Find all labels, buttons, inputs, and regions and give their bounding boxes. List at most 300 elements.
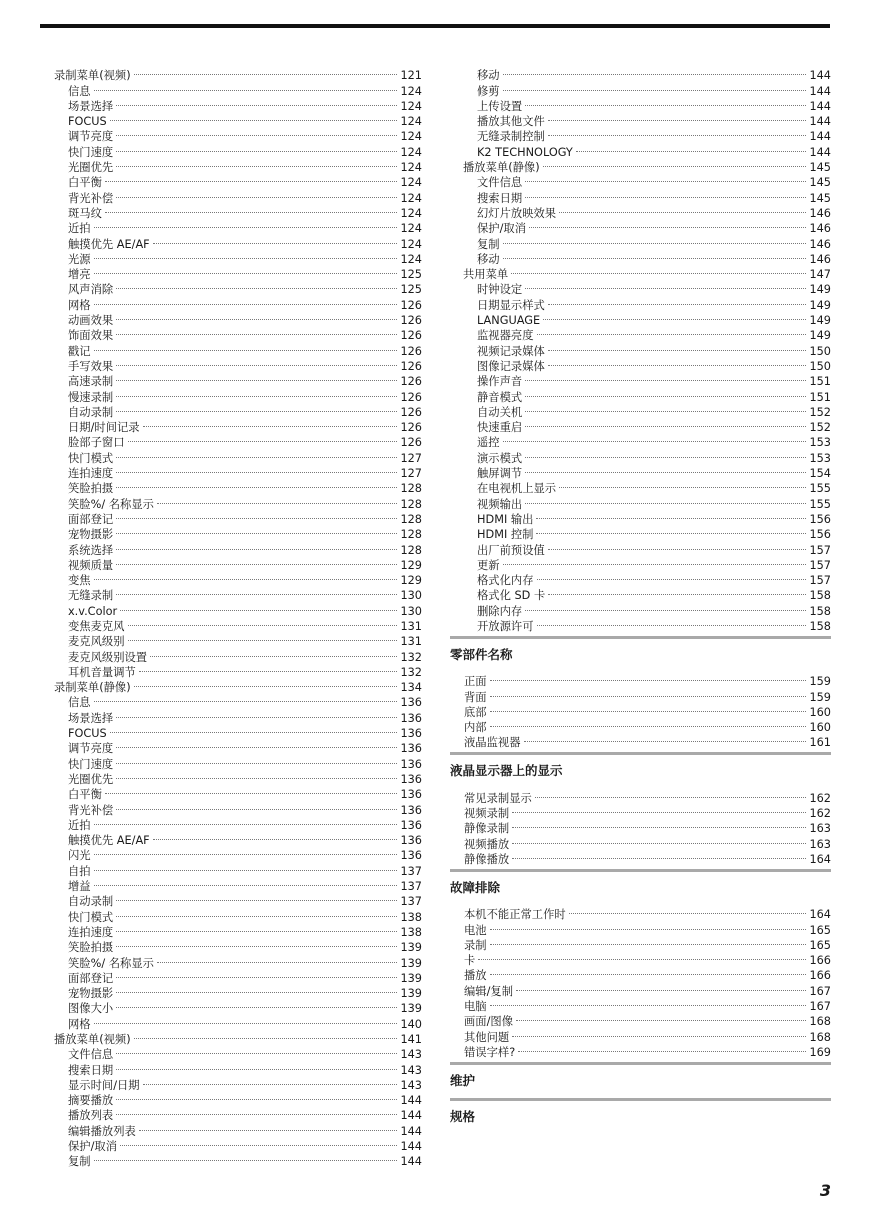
dot-leader: [576, 135, 806, 151]
toc-entry-page: 128: [400, 543, 422, 557]
toc-entry-label: 光圈优先: [68, 161, 114, 175]
toc-entry-page: 126: [400, 436, 422, 450]
dot-leader: [116, 579, 397, 595]
toc-entry-label: 播放其他文件: [477, 115, 545, 129]
toc-entry-label: x.v.Color: [68, 604, 118, 618]
dot-leader: [525, 181, 806, 197]
dot-leader: [535, 781, 806, 797]
toc-entry-page: 141: [400, 1033, 422, 1046]
toc-entry-page: 126: [400, 375, 422, 389]
toc-entry-page: 166: [809, 954, 831, 968]
dot-leader: [490, 929, 806, 945]
dot-leader: [543, 304, 806, 320]
toc-entry-page: 139: [400, 1002, 422, 1016]
toc-entry-page: 136: [400, 757, 422, 771]
toc-entry-page: 129: [400, 574, 422, 588]
dot-leader: [490, 913, 806, 929]
toc-entry-page: 132: [400, 665, 422, 679]
toc-entry-label: 内部: [464, 721, 487, 735]
toc-entry-label: 图像大小: [68, 1002, 114, 1016]
toc-entry-page: 146: [809, 206, 831, 220]
toc-entry-label: 自动录制: [68, 895, 114, 909]
section-rule: [450, 752, 831, 755]
toc-entry-page: 130: [400, 604, 422, 618]
toc-entry-label: 光源: [68, 252, 91, 266]
toc-left-column: [54, 63, 422, 1169]
toc-entry-label: 无缝录制控制: [477, 130, 545, 144]
toc-entry-page: 124: [400, 130, 422, 144]
toc-right-column: [450, 63, 831, 1133]
toc-entry-label: 场景选择: [68, 711, 114, 725]
toc-entry-label: 演示模式: [477, 451, 523, 465]
toc-entry-page: 121: [400, 69, 422, 83]
toc-entry-label: 操作声音: [477, 375, 523, 389]
toc-entry-label: 脸部子窗口: [68, 436, 125, 450]
toc-entry-page: 157: [809, 574, 831, 588]
toc-entry-label: 面部登记: [68, 512, 114, 526]
dot-leader: [116, 1084, 397, 1100]
dot-leader: [128, 610, 398, 626]
toc-entry-page: 134: [400, 681, 422, 695]
toc-entry-page: 137: [400, 880, 422, 894]
toc-entry-label: 背面: [464, 690, 487, 704]
toc-entry-label: 正面: [464, 675, 487, 689]
dot-leader: [94, 870, 397, 886]
toc-entry-label: 保护/取消: [68, 1140, 117, 1154]
toc-entry-label: 面部登记: [68, 971, 114, 985]
toc-entry-page: 161: [809, 736, 831, 750]
dot-leader: [559, 472, 806, 488]
toc-entry-page: 124: [400, 145, 422, 159]
section-rule: [450, 1098, 831, 1101]
toc-entry-label: 移动: [477, 69, 500, 83]
top-rule: [40, 24, 830, 28]
toc-entry-label: 笑脸拍摄: [68, 941, 114, 955]
toc-entry-page: 149: [809, 314, 831, 328]
dot-leader: [157, 487, 397, 503]
toc-entry-page: 136: [400, 711, 422, 725]
toc-entry-label: 近拍: [68, 222, 91, 236]
dot-leader: [478, 944, 806, 960]
toc-entry-page: 131: [400, 635, 422, 649]
toc-entry-page: 162: [809, 807, 831, 821]
toc-entry-label: LANGUAGE: [477, 314, 541, 328]
toc-entry-label: 文件信息: [477, 176, 523, 190]
section-title[interactable]: 液晶显示器上的显示: [450, 763, 563, 779]
dot-leader: [116, 549, 397, 565]
toc-entry-page: 146: [809, 237, 831, 251]
dot-leader: [94, 258, 397, 274]
toc-entry-label: 静像录制: [464, 822, 510, 836]
toc-entry-page: 149: [809, 329, 831, 343]
toc-entry[interactable]: [450, 730, 831, 750]
dot-leader: [548, 105, 806, 121]
toc-entry-page: 144: [809, 115, 831, 129]
dot-leader: [490, 711, 806, 727]
dot-leader: [134, 59, 397, 75]
toc-entry-page: 126: [400, 359, 422, 373]
toc-entry-page: 124: [400, 115, 422, 129]
dot-leader: [548, 533, 806, 549]
toc-entry-label: 动画效果: [68, 314, 114, 328]
dot-leader: [569, 898, 806, 914]
toc-entry-page: 126: [400, 405, 422, 419]
toc-entry-page: 144: [400, 1109, 422, 1123]
toc-entry-page: 136: [400, 818, 422, 832]
dot-leader: [94, 839, 397, 855]
toc-entry-label: 更新: [477, 558, 500, 572]
toc-entry-label: 开放源许可: [477, 619, 534, 633]
dot-leader: [105, 166, 397, 182]
toc-entry-label: 录制菜单(视频): [54, 69, 131, 83]
toc-entry-label: 电脑: [464, 1000, 487, 1014]
dot-leader: [116, 962, 397, 978]
dot-leader: [94, 212, 397, 228]
toc-entry-page: 163: [809, 822, 831, 836]
dot-leader: [537, 319, 807, 335]
dot-leader: [536, 503, 806, 519]
toc-entry-label: 自动录制: [68, 405, 114, 419]
section-rule: [450, 869, 831, 872]
toc-entry-page: 139: [400, 987, 422, 1001]
toc-entry-label: 静音模式: [477, 390, 523, 404]
toc-entry-label: 编辑/复制: [464, 984, 513, 998]
toc-entry-page: 150: [809, 359, 831, 373]
toc-entry-label: FOCUS: [68, 727, 107, 741]
toc-entry-label: 播放列表: [68, 1109, 114, 1123]
toc-entry-page: 132: [400, 650, 422, 664]
toc-entry-page: 155: [809, 497, 831, 511]
toc-entry-label: 上传设置: [477, 99, 523, 113]
toc-entry-label: 监视器亮度: [477, 329, 534, 343]
toc-entry-label: 快门模式: [68, 451, 114, 465]
dot-leader: [116, 992, 397, 1008]
dot-leader: [525, 90, 806, 106]
toc-entry-page: 146: [809, 222, 831, 236]
toc-entry-label: 连拍速度: [68, 925, 114, 939]
toc-entry-page: 140: [400, 1017, 422, 1031]
dot-leader: [529, 212, 806, 228]
toc-entry-label: 保护/取消: [477, 222, 526, 236]
toc-entry-page: 164: [809, 852, 831, 866]
toc-entry-label: 增益: [68, 880, 91, 894]
toc-entry-page: 144: [809, 69, 831, 83]
dot-leader: [94, 288, 397, 304]
toc-entry-page: 127: [400, 451, 422, 465]
section-title[interactable]: 维护: [450, 1072, 476, 1088]
toc-entry-page: 158: [809, 589, 831, 603]
toc-entry-label: 场景选择: [68, 99, 114, 113]
dot-leader: [116, 120, 397, 136]
toc-section: [450, 869, 831, 1059]
dot-leader: [503, 426, 806, 442]
toc-entry[interactable]: [54, 1149, 422, 1169]
toc-section: [450, 752, 831, 866]
toc-entry-page: 126: [400, 421, 422, 435]
toc-entry-label: 网格: [68, 1017, 91, 1031]
toc-entry-label: 自动关机: [477, 405, 523, 419]
dot-leader: [525, 273, 806, 289]
toc-entry-page: 160: [809, 705, 831, 719]
toc-entry-page: 138: [400, 925, 422, 939]
toc-entry-page: 153: [809, 436, 831, 450]
toc-entry-page: 152: [809, 421, 831, 435]
dot-leader: [128, 625, 398, 641]
toc-entry-page: 136: [400, 849, 422, 863]
toc-entry-page: 168: [809, 1030, 831, 1044]
dot-leader: [512, 827, 806, 843]
dot-leader: [116, 900, 397, 916]
toc-entry-page: 165: [809, 923, 831, 937]
dot-leader: [94, 243, 397, 259]
dot-leader: [116, 503, 397, 519]
toc-entry-page: 124: [400, 252, 422, 266]
toc-entry-label: 视频录制: [464, 807, 510, 821]
toc-entry-label: 系统选择: [68, 543, 114, 557]
toc-entry-label: 网格: [68, 298, 91, 312]
toc-entry-page: 138: [400, 910, 422, 924]
toc-entry-label: 复制: [477, 237, 500, 251]
toc-entry-page: 165: [809, 938, 831, 952]
toc-entry-page: 167: [809, 984, 831, 998]
dot-leader: [116, 304, 397, 320]
dot-leader: [116, 701, 397, 717]
dot-leader: [116, 135, 397, 151]
toc-entry-label: 视频记录媒体: [477, 344, 545, 358]
dot-leader: [143, 411, 397, 427]
dot-leader: [503, 243, 806, 259]
toc-entry-label: 增亮: [68, 268, 91, 282]
dot-leader: [116, 885, 397, 901]
toc-entry-label: 宠物摄影: [68, 987, 114, 1001]
toc-entry-page: 124: [400, 176, 422, 190]
toc-entry-page: 147: [809, 268, 831, 282]
toc-entry-page: 137: [400, 895, 422, 909]
toc-entry-label: FOCUS: [68, 115, 107, 129]
dot-leader: [116, 977, 397, 993]
toc-entry-page: 136: [400, 834, 422, 848]
dot-leader: [116, 380, 397, 396]
dot-leader: [524, 726, 807, 742]
dot-leader: [548, 350, 806, 366]
dot-leader: [153, 824, 397, 840]
dot-leader: [503, 74, 806, 90]
toc-entry-label: 编辑播放列表: [68, 1124, 136, 1138]
dot-leader: [134, 671, 397, 687]
dot-leader: [548, 579, 806, 595]
toc-entry-label: 修剪: [477, 84, 500, 98]
toc-entry-label: 图像记录媒体: [477, 359, 545, 373]
dot-leader: [490, 665, 806, 681]
toc-entry-page: 169: [809, 1045, 831, 1059]
toc-entry-page: 144: [400, 1140, 422, 1154]
dot-leader: [143, 1069, 397, 1085]
toc-entry-page: 145: [809, 191, 831, 205]
dot-leader: [128, 426, 398, 442]
section-title[interactable]: 规格: [450, 1108, 476, 1124]
toc-entry-page: 159: [809, 690, 831, 704]
toc-entry-page: 146: [809, 252, 831, 266]
toc-entry-label: 常见录制显示: [464, 791, 532, 805]
dot-leader: [525, 441, 806, 457]
dot-leader: [94, 809, 397, 825]
toc-entry-page: 144: [400, 1124, 422, 1138]
dot-leader: [116, 732, 397, 748]
dot-leader: [105, 778, 397, 794]
toc-entry-label: 删除内存: [477, 604, 523, 618]
toc-entry-label: 静像播放: [464, 852, 510, 866]
toc-entry-page: 144: [809, 84, 831, 98]
toc-entry-page: 144: [809, 145, 831, 159]
toc-entry-label: 无缝录制: [68, 589, 114, 603]
toc-entry-page: 149: [809, 283, 831, 297]
toc-entry-label: 慢速录制: [68, 390, 114, 404]
toc-entry-page: 136: [400, 772, 422, 786]
toc-entry-label: 快速重启: [477, 421, 523, 435]
toc-entry-label: 白平衡: [68, 176, 102, 190]
toc-entry-page: 139: [400, 941, 422, 955]
toc-entry-page: 156: [809, 512, 831, 526]
toc-entry-label: 播放菜单(静像): [463, 161, 540, 175]
toc-entry-page: 149: [809, 298, 831, 312]
toc-entry-label: 摘要播放: [68, 1094, 114, 1108]
toc-entry-label: 光圈优先: [68, 772, 114, 786]
toc-entry-page: 151: [809, 375, 831, 389]
dot-leader: [537, 564, 807, 580]
dot-leader: [110, 717, 397, 733]
dot-leader: [94, 564, 397, 580]
toc-entry-page: 159: [809, 675, 831, 689]
dot-leader: [503, 227, 806, 243]
dot-leader: [105, 197, 397, 213]
dot-leader: [120, 1130, 397, 1146]
toc-entry-label: 播放菜单(视频): [54, 1033, 131, 1046]
toc-entry-label: 白平衡: [68, 788, 102, 802]
toc-entry-page: 126: [400, 329, 422, 343]
dot-leader: [543, 151, 806, 167]
toc-entry-label: 耳机音量调节: [68, 665, 136, 679]
dot-leader: [157, 946, 397, 962]
toc-entry-label: 复制: [68, 1155, 91, 1169]
toc-entry-page: 125: [400, 283, 422, 297]
toc-entry-page: 166: [809, 969, 831, 983]
dot-leader: [116, 916, 397, 932]
dot-leader: [116, 793, 397, 809]
toc-entry-page: 126: [400, 344, 422, 358]
toc-entry-page: 126: [400, 298, 422, 312]
toc-entry-page: 145: [809, 176, 831, 190]
section-rule: [450, 1062, 831, 1065]
dot-leader: [518, 1036, 806, 1052]
dot-leader: [116, 441, 397, 457]
toc-entry-label: 触屏调节: [477, 467, 523, 481]
toc-entry-page: 129: [400, 558, 422, 572]
toc-entry-label: 笑脸拍摄: [68, 482, 114, 496]
dot-leader: [116, 533, 397, 549]
toc-sections: [450, 636, 831, 1127]
toc-entry-label: 背光补偿: [68, 191, 114, 205]
toc-entry-page: 124: [400, 161, 422, 175]
toc-entry-label: 视频输出: [477, 497, 523, 511]
toc-entry-label: 卡: [464, 954, 476, 968]
toc-entry-label: 日期/时间记录: [68, 421, 140, 435]
toc-entry-label: 时钟设定: [477, 283, 523, 297]
toc-entry-label: 电池: [464, 923, 487, 937]
dot-leader: [525, 457, 806, 473]
toc-entry-label: HDMI 输出: [477, 512, 534, 526]
toc-entry-label: 调节亮度: [68, 742, 114, 756]
toc-entry-page: 154: [809, 467, 831, 481]
toc-entry-page: 144: [809, 99, 831, 113]
dot-leader: [116, 1053, 397, 1069]
dot-leader: [525, 365, 806, 381]
toc-entry-label: 本机不能正常工作时: [464, 908, 566, 922]
dot-leader: [536, 518, 806, 534]
toc-entry-label: 出厂前预设值: [477, 543, 545, 557]
toc-entry-label: 戳记: [68, 344, 91, 358]
toc-entry-page: 144: [400, 1155, 422, 1169]
dot-leader: [134, 1023, 397, 1039]
dot-leader: [512, 1020, 806, 1036]
dot-leader: [139, 656, 397, 672]
toc-entry-page: 157: [809, 543, 831, 557]
toc-entry-page: 136: [400, 788, 422, 802]
toc-entry-label: 视频质量: [68, 558, 114, 572]
dot-leader: [490, 959, 806, 975]
toc-entry-label: 自拍: [68, 864, 91, 878]
toc-entry-page: 155: [809, 482, 831, 496]
toc-entry-page: 136: [400, 696, 422, 710]
dot-leader: [116, 763, 397, 779]
toc-entry-page: 125: [400, 268, 422, 282]
toc-entry-page: 128: [400, 528, 422, 542]
toc-entry-label: 共用菜单: [463, 268, 509, 282]
toc-entry-page: 136: [400, 727, 422, 741]
section-title[interactable]: 零部件名称: [450, 646, 513, 662]
dot-leader: [116, 350, 397, 366]
toc-entry-label: 饰面效果: [68, 329, 114, 343]
section-title[interactable]: 故障排除: [450, 879, 501, 895]
toc-entry-page: 136: [400, 803, 422, 817]
dot-leader: [116, 457, 397, 473]
dot-leader: [512, 843, 806, 859]
toc-entry-page: 160: [809, 721, 831, 735]
dot-leader: [116, 747, 397, 763]
dot-leader: [512, 797, 806, 813]
dot-leader: [525, 396, 806, 412]
toc-entry-page: 143: [400, 1078, 422, 1092]
toc-entry-label: 触摸优先 AE/AF: [68, 834, 150, 848]
dot-leader: [116, 151, 397, 167]
toc-section: [450, 1098, 831, 1127]
toc-entry-label: 搜索日期: [68, 1063, 114, 1077]
toc-entry-label: 手写效果: [68, 359, 114, 373]
toc-entry-page: 157: [809, 558, 831, 572]
toc-entry-page: 124: [400, 84, 422, 98]
toc-entry-page: 162: [809, 791, 831, 805]
toc-entry-page: 153: [809, 451, 831, 465]
dot-leader: [490, 680, 806, 696]
toc-entry-label: 信息: [68, 696, 91, 710]
toc-entry-label: 录制菜单(静像): [54, 681, 131, 695]
toc-entry-label: 麦克风级别: [68, 635, 125, 649]
toc-entry-label: 触摸优先 AE/AF: [68, 237, 150, 251]
dot-leader: [548, 334, 806, 350]
dot-leader: [490, 990, 806, 1006]
toc-entry-label: 录制: [464, 938, 487, 952]
toc-entry-label: 麦克风级别设置: [68, 650, 148, 664]
toc-entry-page: 128: [400, 497, 422, 511]
